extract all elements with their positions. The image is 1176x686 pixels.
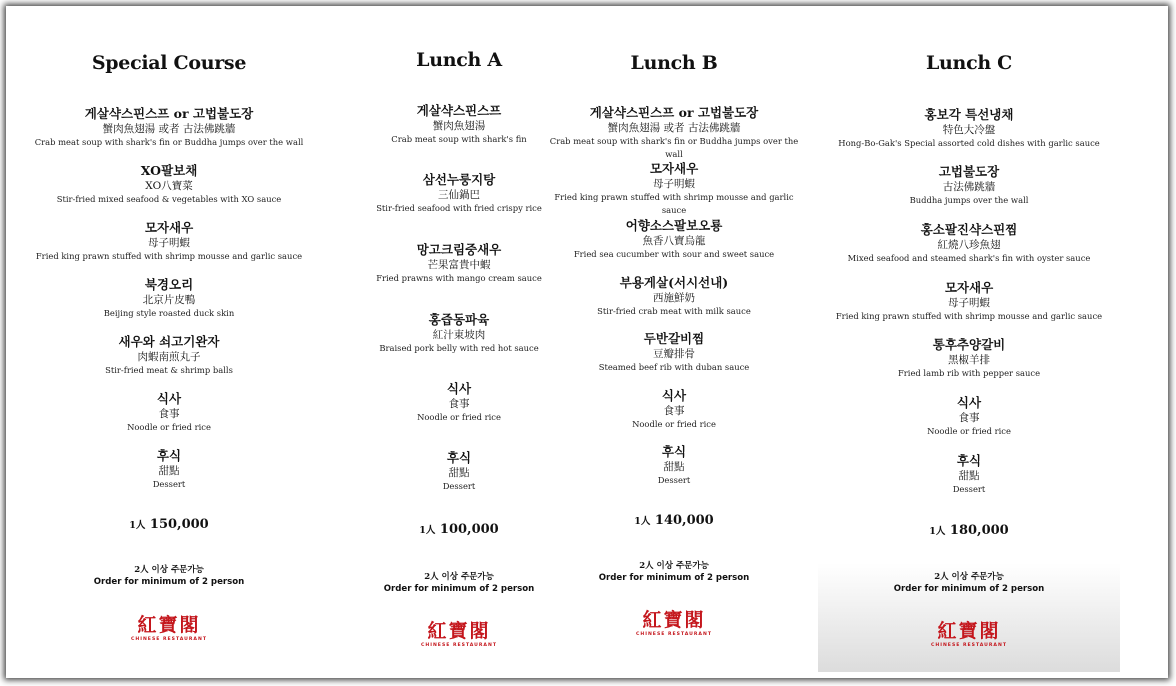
minimum-order-note xyxy=(544,560,804,584)
course-price xyxy=(818,523,1120,538)
dish-name-zh: 甜點 xyxy=(158,465,180,477)
dish-name-ko: 모자새우 xyxy=(144,220,194,235)
price-unit: 1人 xyxy=(419,525,436,536)
dish-item xyxy=(14,276,324,320)
logo-mark: 紅寶閣 xyxy=(937,620,1001,642)
dish-name-ko: 게살샥스핀스프 xyxy=(416,103,502,118)
dish-name-ko: 식사 xyxy=(156,391,182,406)
price-unit: 1人 xyxy=(929,526,946,537)
dish-name-en: Noodle or fried rice xyxy=(417,412,501,422)
dish-item xyxy=(544,104,804,161)
dish-name-ko: 식사 xyxy=(956,395,982,410)
logo-mark: 紅寶閣 xyxy=(642,609,706,631)
note-ko: 2人 이상 주문가능 xyxy=(424,572,494,582)
note-ko: 2人 이상 주문가능 xyxy=(134,565,204,575)
dish-name-zh: 芒果富貴中蝦 xyxy=(427,259,491,271)
dish-name-ko: 고법불도장 xyxy=(938,164,1000,179)
dish-item xyxy=(818,279,1120,323)
dish-name-en: Crab meat soup with shark's fin xyxy=(391,134,527,144)
note-en: Order for minimum of 2 person xyxy=(383,584,535,594)
dish-name-en: Stir-fried seafood with fried crispy rice xyxy=(376,203,542,213)
dish-name-en: Fried lamb rib with pepper sauce xyxy=(897,368,1041,378)
dish-name-en: Crab meat soup with shark's fin or Buddha jumps over the wall xyxy=(549,136,799,159)
dish-name-en: Dessert xyxy=(442,481,476,491)
dish-name-zh: 食事 xyxy=(663,405,685,417)
course-title: Special Course xyxy=(91,52,247,74)
dish-item xyxy=(14,390,324,434)
dish-name-ko: XO팔보채 xyxy=(140,163,198,178)
price-unit: 1人 xyxy=(129,520,146,531)
dish-name-zh: 特色大冷盤 xyxy=(942,124,996,136)
dish-name-en: Stir-fried meat & shrimp balls xyxy=(105,365,233,375)
dish-name-zh: 母子明蝦 xyxy=(653,178,695,190)
logo-subtitle: CHINESE RESTAURANT xyxy=(931,643,1007,648)
course-column-special xyxy=(14,6,324,678)
dish-name-ko: 후식 xyxy=(156,448,182,463)
dish-item xyxy=(818,394,1120,438)
dish-name-ko: 어향소스팔보오룡 xyxy=(625,218,723,233)
dish-name-en: Dessert xyxy=(657,475,691,485)
dish-name-en: Crab meat soup with shark's fin or Buddha jumps over the wall xyxy=(34,137,304,147)
note-ko: 2人 이상 주문가능 xyxy=(934,572,1004,582)
dish-item xyxy=(818,221,1120,265)
dish-name-zh: 蟹肉魚翅湯 xyxy=(432,120,486,132)
dish-name-zh: 蟹肉魚翅湯 或者 古法佛跳牆 xyxy=(102,123,236,135)
restaurant-logo xyxy=(818,620,1120,649)
dish-name-ko: 두반갈비찜 xyxy=(643,331,705,346)
dish-name-zh: 甜點 xyxy=(448,467,470,479)
dish-name-ko: 부용게살(서시선내) xyxy=(619,275,729,290)
dish-name-zh: 三仙鍋巴 xyxy=(438,189,480,201)
dish-name-ko: 후식 xyxy=(446,450,472,465)
dish-name-ko: 후식 xyxy=(661,444,687,459)
dish-name-en: Braised pork belly with red hot sauce xyxy=(379,343,539,353)
dish-name-zh: 食事 xyxy=(158,408,180,420)
dish-item xyxy=(544,160,804,217)
dish-name-zh: 豆瓣排骨 xyxy=(653,348,695,360)
logo-subtitle: CHINESE RESTAURANT xyxy=(421,643,497,648)
price-value: 100,000 xyxy=(439,522,499,537)
course-column-lunch-c xyxy=(818,6,1120,678)
dish-name-en: Stir-fried crab meat with milk sauce xyxy=(597,306,751,316)
dish-item xyxy=(14,333,324,377)
dish-item xyxy=(14,105,324,149)
dish-name-zh: 紅燒八珍魚翅 xyxy=(937,239,1001,251)
course-title: Lunch C xyxy=(925,52,1012,74)
logo-subtitle: CHINESE RESTAURANT xyxy=(131,637,207,642)
dish-name-ko: 홍보각 특선냉채 xyxy=(924,107,1014,122)
dish-name-en: Noodle or fried rice xyxy=(632,419,716,429)
dish-name-ko: 모자새우 xyxy=(649,161,699,176)
dish-name-zh: 紅汁東坡肉 xyxy=(432,329,486,341)
dish-item xyxy=(818,336,1120,380)
dish-name-zh: 甜點 xyxy=(958,470,980,482)
dish-name-en: Buddha jumps over the wall xyxy=(909,195,1029,205)
dish-name-zh: 西施鮮奶 xyxy=(653,292,695,304)
dish-name-zh: 甜點 xyxy=(663,461,685,473)
dish-name-ko: 통후추양갈비 xyxy=(932,337,1006,352)
minimum-order-note xyxy=(818,571,1120,595)
dish-name-zh: 北京片皮鴨 xyxy=(142,294,196,306)
note-en: Order for minimum of 2 person xyxy=(93,577,245,587)
dish-name-ko: 후식 xyxy=(956,453,982,468)
dish-name-ko: 식사 xyxy=(446,381,472,396)
course-price xyxy=(14,517,324,532)
dish-item xyxy=(14,162,324,206)
price-unit: 1人 xyxy=(634,516,651,527)
logo-mark: 紅寶閣 xyxy=(137,614,201,636)
course-price xyxy=(544,513,804,528)
dish-item xyxy=(544,387,804,431)
dish-name-en: Stir-fried mixed seafood & vegetables with XO sauce xyxy=(56,194,282,204)
dish-name-zh: 古法佛跳牆 xyxy=(942,181,996,193)
dish-item xyxy=(544,274,804,318)
dish-name-en: Mixed seafood and steamed shark's fin with oyster sauce xyxy=(847,253,1091,263)
dish-item xyxy=(14,447,324,491)
note-ko: 2人 이상 주문가능 xyxy=(639,561,709,571)
dish-name-ko: 게살샥스핀스프 or 고법불도장 xyxy=(589,105,759,120)
note-en: Order for minimum of 2 person xyxy=(598,573,750,583)
dish-item xyxy=(818,106,1120,150)
dish-name-zh: 肉蝦南煎丸子 xyxy=(137,351,201,363)
dish-name-zh: 母子明蝦 xyxy=(148,237,190,249)
dish-name-ko: 게살샥스핀스프 or 고법불도장 xyxy=(84,106,254,121)
dish-name-en: Fried king prawn stuffed with shrimp mousse and garlic sauce xyxy=(835,311,1103,321)
dish-name-ko: 삼선누룽지탕 xyxy=(422,172,496,187)
dish-name-ko: 망고크림중새우 xyxy=(416,242,502,257)
price-value: 140,000 xyxy=(654,513,714,528)
dish-name-ko: 식사 xyxy=(661,388,687,403)
dish-name-zh: 母子明蝦 xyxy=(948,297,990,309)
dish-name-en: Noodle or fried rice xyxy=(927,426,1011,436)
restaurant-logo xyxy=(544,609,804,638)
course-column-lunch-b xyxy=(544,6,804,678)
course-title: Lunch B xyxy=(630,52,718,74)
dish-name-en: Hong-Bo-Gak's Special assorted cold dishes with garlic sauce xyxy=(838,138,1100,148)
dish-item xyxy=(14,219,324,263)
dish-name-zh: 食事 xyxy=(958,412,980,424)
dish-name-zh: 黑椒羊排 xyxy=(948,354,990,366)
dish-name-ko: 홍즙동파육 xyxy=(428,312,490,327)
course-title: Lunch A xyxy=(416,49,502,71)
dish-name-en: Beijing style roasted duck skin xyxy=(103,308,235,318)
dish-item xyxy=(544,217,804,261)
dish-name-en: Steamed beef rib with duban sauce xyxy=(598,362,750,372)
dish-name-en: Fried king prawn stuffed with shrimp mousse and garlic sauce xyxy=(554,192,794,215)
dish-name-en: Dessert xyxy=(952,484,986,494)
dish-name-en: Fried prawns with mango cream sauce xyxy=(376,273,542,283)
dish-item xyxy=(818,163,1120,207)
note-en: Order for minimum of 2 person xyxy=(893,584,1045,594)
logo-mark: 紅寶閣 xyxy=(427,620,491,642)
dish-name-en: Dessert xyxy=(152,479,186,489)
dish-name-ko: 모자새우 xyxy=(944,280,994,295)
dish-name-zh: 食事 xyxy=(448,398,470,410)
minimum-order-note xyxy=(14,564,324,588)
dish-name-ko: 홍소팔진샥스핀찜 xyxy=(920,222,1018,237)
dish-item xyxy=(818,452,1120,496)
dish-name-zh: XO八寶菜 xyxy=(145,180,193,192)
dish-name-ko: 북경오리 xyxy=(144,277,194,292)
dish-name-en: Fried sea cucumber with sour and sweet sauce xyxy=(573,249,775,259)
dish-name-ko: 새우와 쇠고기완자 xyxy=(118,334,220,349)
price-value: 180,000 xyxy=(949,523,1009,538)
dish-name-zh: 蟹肉魚翅湯 或者 古法佛跳牆 xyxy=(607,122,741,134)
dish-item xyxy=(544,443,804,487)
dish-item xyxy=(544,330,804,374)
logo-subtitle: CHINESE RESTAURANT xyxy=(636,632,712,637)
menu-board xyxy=(6,6,1168,678)
dish-name-en: Noodle or fried rice xyxy=(127,422,211,432)
dish-name-zh: 魚香八寶烏龍 xyxy=(642,235,706,247)
price-value: 150,000 xyxy=(149,517,209,532)
dish-name-en: Fried king prawn stuffed with shrimp mousse and garlic sauce xyxy=(35,251,303,261)
restaurant-logo xyxy=(14,614,324,643)
